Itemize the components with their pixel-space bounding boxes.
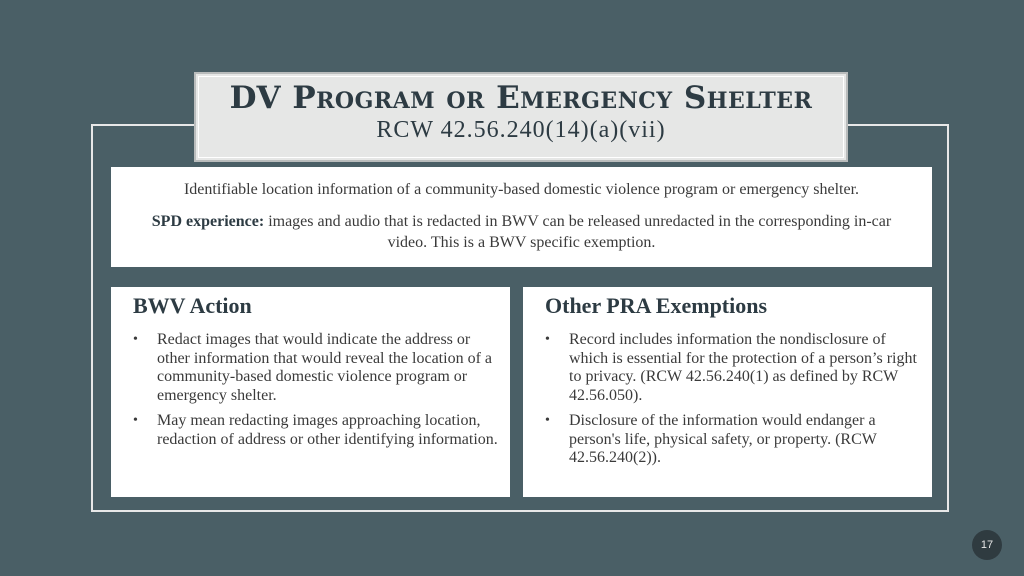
pra-exemptions-card	[523, 287, 932, 497]
list-item	[545, 412, 922, 468]
list-item	[133, 412, 500, 449]
list-item-text: Disclosure of the information would endanger a person's life, physical safety, or property. (RCW 42.56.240(2)).	[569, 412, 877, 466]
slide-title: DV Program or Emergency Shelter	[229, 80, 813, 116]
bullet-icon: •	[545, 332, 550, 347]
list-item	[133, 331, 500, 405]
summary-text: Identifiable location information of a community-based domestic violence program or emergency shelter.	[183, 181, 860, 198]
list-item-text: Redact images that would indicate the address or other information that would reveal the location of a community-based domestic violence program or emergency shelter.	[157, 331, 492, 404]
bullet-icon: •	[133, 332, 138, 347]
list-item-text: May mean redacting images approaching location, redaction of address or other identifying information.	[157, 412, 498, 448]
spd-text: images and audio that is redacted in BWV can be released unredacted in the corresponding in-car video. This is a BWV specific exemption.	[264, 213, 892, 251]
bullet-icon: •	[545, 413, 550, 428]
bullet-icon: •	[133, 413, 138, 428]
bwv-action-card	[111, 287, 510, 497]
list-item	[545, 331, 922, 405]
spd-label: SPD experience:	[151, 213, 265, 230]
pra-exemptions-title: Other PRA Exemptions	[545, 293, 768, 318]
spd-experience	[111, 211, 932, 253]
title-box	[194, 72, 848, 162]
page-number: 17	[972, 530, 1002, 560]
bwv-action-list	[133, 331, 500, 449]
summary-panel	[111, 167, 932, 267]
pra-exemptions-list	[545, 331, 922, 468]
slide-subtitle: RCW 42.56.240(14)(a)(vii)	[376, 117, 666, 143]
list-item-text: Record includes information the nondisclosure of which is essential for the protection of a person’s right to privacy. (RCW 42.56.240(1) as defined by RCW 42.56.050).	[569, 331, 917, 404]
bwv-action-title: BWV Action	[133, 293, 252, 318]
